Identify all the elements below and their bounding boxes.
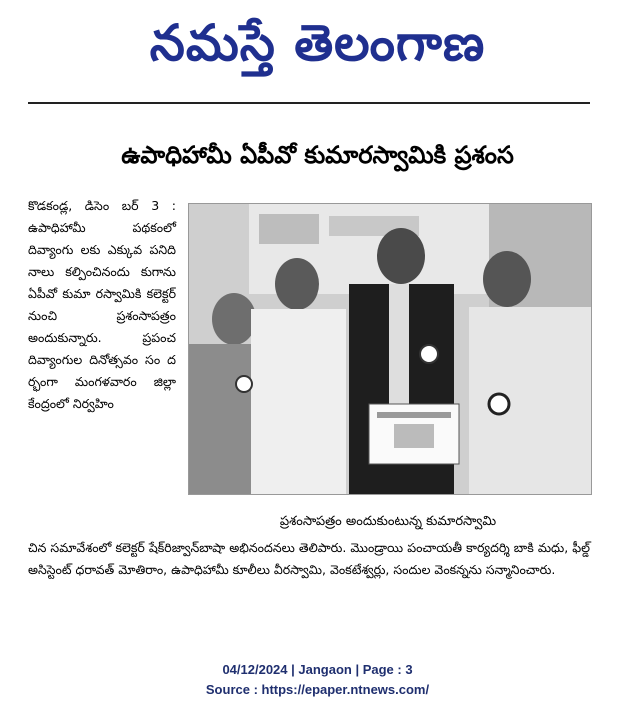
- photo-caption: ప్రశంసాపత్రం అందుకుంటున్న కుమారస్వామి: [279, 514, 497, 529]
- source-link: Source : https://epaper.ntnews.com/: [205, 682, 430, 697]
- article-lead-column: [28, 195, 176, 415]
- masthead-divider: [28, 102, 590, 104]
- clipping-footer: [0, 660, 635, 700]
- lead-paragraph: కొడకండ్ల, డిసెం బర్ 3 : ఉపాధిహామీ పథకంలో దివ్యాంగు లకు ఎక్కువ పనిది నాలు కల్పించినందు కుగాను ఏపీవో కుమా రస్వామికి కలెక్టర్ నుంచి ప్రశంసాపత్రం అందుకున్నారు. ప్రపంచ దివ్యాంగుల దినోత్సవం సం ద ర్భంగా మంగళవారం జిల్లా కేంద్రంలో నిర్వహిం: [28, 198, 176, 411]
- edition-info: 04/12/2024 | Jangaon | Page : 3: [222, 662, 413, 677]
- masthead: [0, 0, 635, 95]
- award-ceremony-photo: [189, 204, 591, 494]
- newspaper-logo: నమస్తే తెలంగాణ: [149, 13, 486, 72]
- article-photo: [188, 203, 592, 495]
- article-headline: ఉపాధిహామీ ఏపీవో కుమారస్వామికి ప్రశంస: [121, 141, 514, 169]
- article-body: చిన సమావేశంలో కలెక్టర్ షేక్‌రిజ్వాన్‌బాషా అభినందనలు తెలిపారు. మొండ్రాయి పంచాయతీ కార్యదర్శి బాకి మధు, ఫీల్డ్ అసిస్టెంట్ ధరావత్ మోతిరాం, ఉపాధిహామీ కూలీలు వీరస్వామి, వెంకటేశ్వర్లు, సందుల వెంకన్నను సన్మానించారు.: [28, 540, 590, 577]
